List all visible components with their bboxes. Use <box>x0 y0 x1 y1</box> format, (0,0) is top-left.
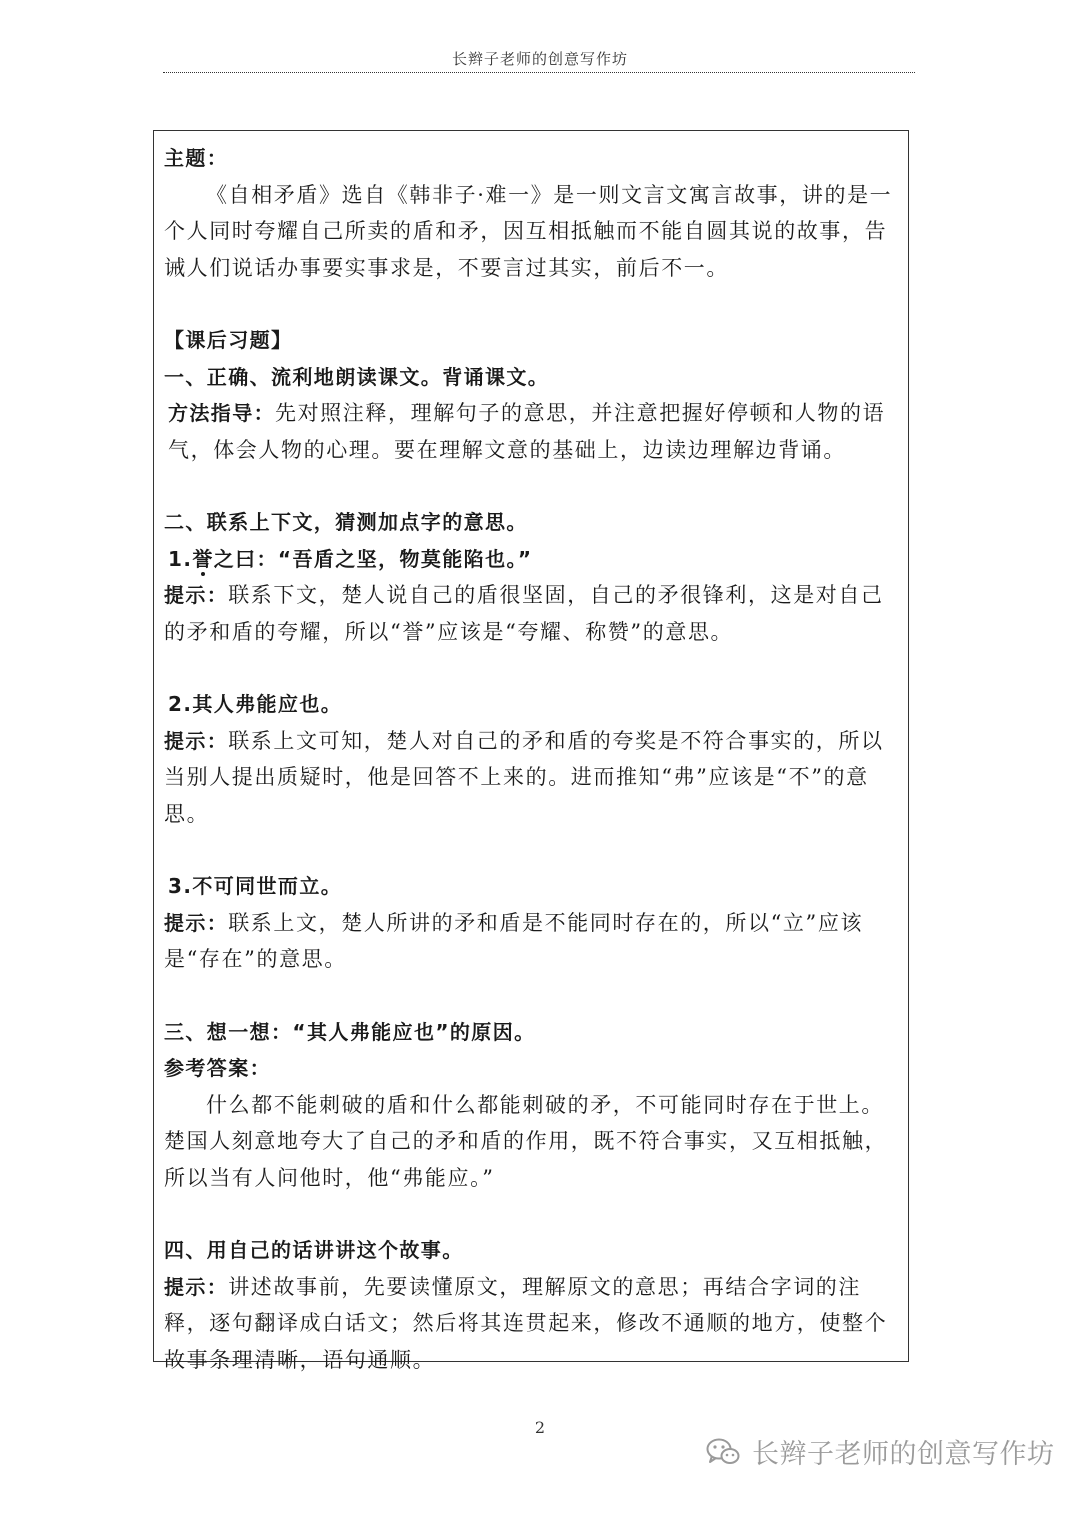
q2-item1-rest: 之曰：“吾盾之坚，物莫能陷也。” <box>213 546 533 571</box>
page-number: 2 <box>534 1418 546 1437</box>
exercises-heading: 【课后习题】 <box>164 328 293 352</box>
q2-item2-hint-label: 提示： <box>164 728 229 753</box>
q4-hint-label: 提示： <box>164 1274 229 1299</box>
q3-answer-text: 什么都不能刺破的盾和什么都能刺破的矛，不可能同时存在于世上。楚国人刻意地夸大了自己的矛和盾的作用，既不符合事实，又互相抵触，所以当有人问他时，他“弗能应。” <box>164 1092 888 1190</box>
theme-text: 《自相矛盾》选自《韩非子·难一》是一则文言文寓言故事，讲的是一个人同时夸耀自己所卖的盾和矛，因互相抵触而不能自圆其说的故事，告诫人们说话办事要实事求是，不要言过其实，前后不一。 <box>164 182 893 280</box>
q2-item1-num: 1. <box>168 546 193 571</box>
q2-item3-title: 3.不可同世而立。 <box>168 874 343 898</box>
q2-item1-hint-label: 提示： <box>164 583 229 607</box>
q4-title: 四、用自己的话讲讲这个故事。 <box>164 1238 464 1262</box>
wechat-icon <box>706 1437 740 1467</box>
q1-guide-label: 方法指导： <box>168 401 275 425</box>
theme-label: 主题： <box>164 146 229 170</box>
q2-item1-dotted-char: 誉 <box>192 546 214 571</box>
watermark-text: 长辫子老师的创意写作坊 <box>752 1439 1055 1470</box>
q1-title: 一、正确、流利地朗读课文。背诵课文。 <box>164 364 550 389</box>
page-header: 长辫子老师的创意写作坊 <box>451 50 628 68</box>
q2-item3-hint-label: 提示： <box>164 910 229 935</box>
q3-title: 三、想一想：“其人弗能应也”的原因。 <box>164 1019 536 1044</box>
q2-title: 二、联系上下文，猜测加点字的意思。 <box>164 510 528 534</box>
q2-item2-title: 2.其人弗能应也。 <box>168 692 343 716</box>
q1-guide <box>164 395 904 468</box>
q2-item3-hint <box>164 905 904 978</box>
q4-hint-text: 讲述故事前，先要读懂原文，理解原文的意思；再结合字词的注释，逐句翻译成白话文；然后将其连贯起来，修改不通顺的地方，使整个故事条理清晰，语句通顺。 <box>164 1274 888 1372</box>
q2-item3-hint-text: 联系上文，楚人所讲的矛和盾是不能同时存在的，所以“立”应该是“存在”的意思。 <box>164 910 864 971</box>
header-divider <box>163 72 915 73</box>
q4-hint <box>164 1269 904 1379</box>
q3-answer-label: 参考答案： <box>164 1056 271 1080</box>
document-body <box>164 140 904 1378</box>
q1-guide-text: 先对照注释，理解句子的意思，并注意把握好停顿和人物的语气，体会人物的心理。要在理解文意的基础上，边读边理解边背诵。 <box>168 401 886 462</box>
q2-item2-hint-text: 联系上文可知，楚人对自己的矛和盾的夸奖是不符合事实的，所以当别人提出质疑时，他是回答不上来的。进而推知“弗”应该是“不”的意思。 <box>164 728 884 826</box>
q2-item1-hint-text: 联系下文，楚人说自己的盾很坚固，自己的矛很锋利，这是对自己的矛和盾的夸耀，所以“誉”应该是“夸耀、称赞”的意思。 <box>164 583 884 644</box>
q2-item1-title <box>164 541 904 578</box>
q2-item2-hint <box>164 723 904 833</box>
watermark <box>706 1432 1055 1471</box>
q2-item1-hint <box>164 577 904 650</box>
